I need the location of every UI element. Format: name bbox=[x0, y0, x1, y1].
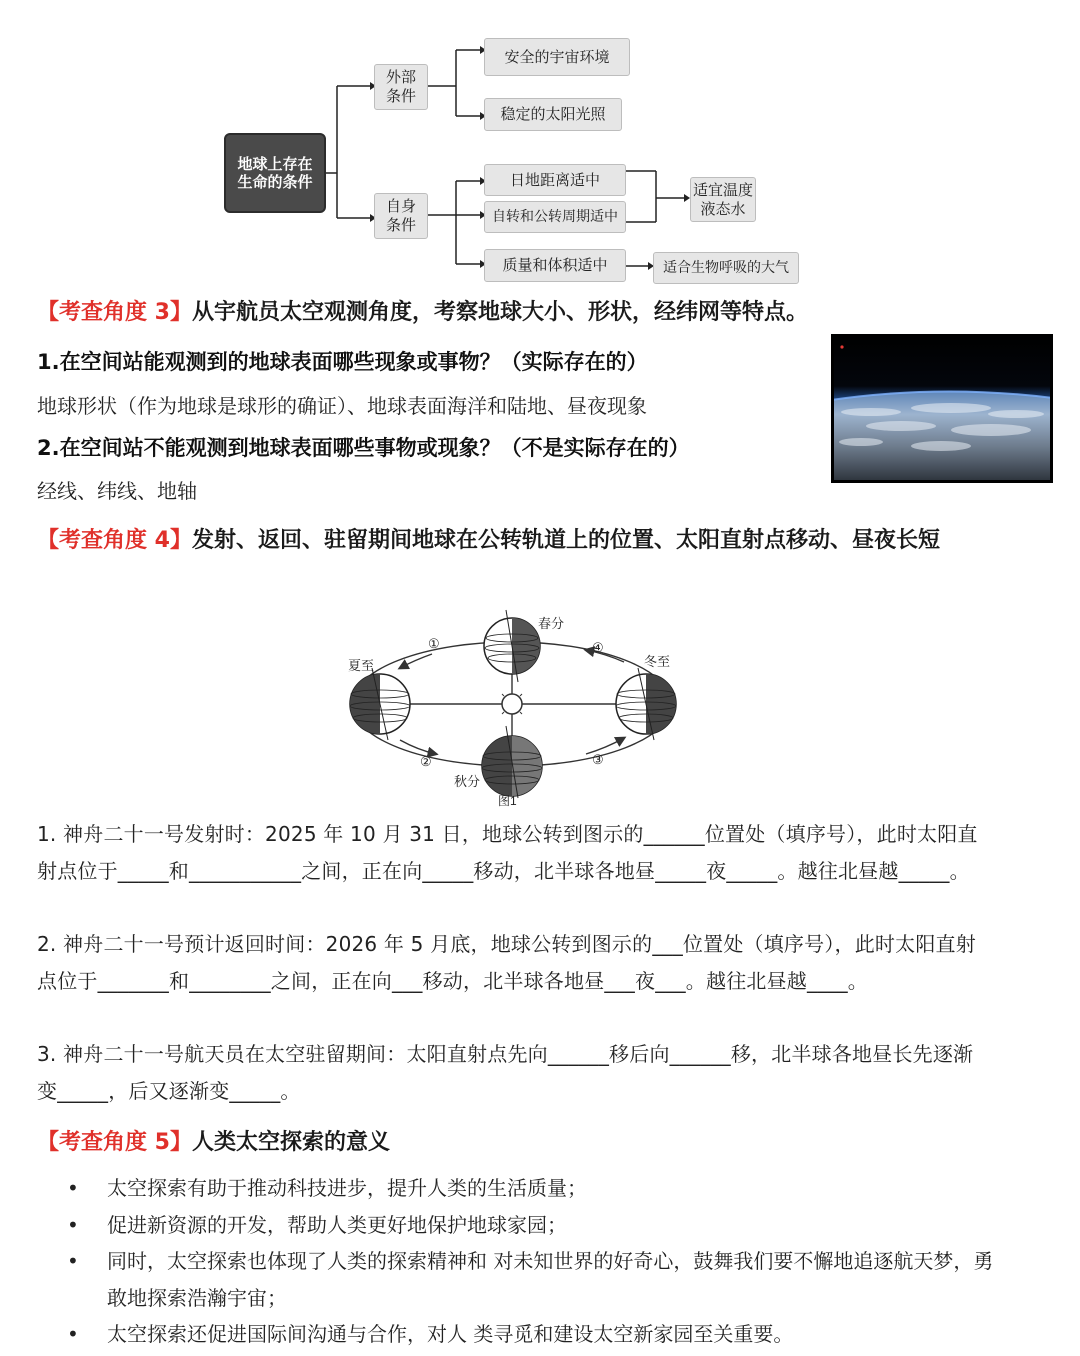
angle3-answer-2: 经线、纬线、地轴 bbox=[37, 479, 197, 503]
angle4-heading bbox=[37, 515, 997, 566]
label-spring: 春分 bbox=[538, 616, 565, 631]
label-n2: ② bbox=[420, 754, 432, 769]
list-item: • 太空探索还促进国际间沟通与合作，对人 类寻觅和建设太空新家园至关重要。 bbox=[37, 1316, 997, 1353]
mindmap-external-conditions: 外部条件 bbox=[374, 64, 428, 110]
figure-caption: 图1 bbox=[498, 794, 517, 808]
mindmap-ext-item-1: 安全的宇宙环境 bbox=[484, 38, 630, 76]
sun-icon bbox=[497, 689, 527, 719]
question-1: 1. 神舟二十一号发射时：2025 年 10 月 31 日，地球公转到图示的______位置处（填序号），此时太阳直射点位于_____和___________之间，正在向_____移动，北半球各地昼_____夜_____。越往北昼越_____。 bbox=[37, 822, 978, 883]
angle5-title: 人类太空探索的意义 bbox=[191, 1130, 390, 1155]
earth-orbit-diagram bbox=[340, 608, 690, 813]
label-autumn: 秋分 bbox=[454, 774, 481, 789]
question-3: 3. 神舟二十一号航天员在太空驻留期间：太阳直射点先向______移后向______移，北半球各地昼长先逐渐变_____，后又逐渐变_____。 bbox=[37, 1042, 974, 1103]
motion-arrow-1 bbox=[400, 654, 432, 668]
mindmap-result-atmosphere: 适合生物呼吸的大气 bbox=[653, 252, 799, 284]
angle3-title: 从宇航员太空观测角度，考察地球大小、形状，经纬网等特点。 bbox=[191, 300, 808, 325]
list-item: • 同时，太空探索也体现了人类的探索精神和 对未知世界的好奇心，鼓舞我们要不懈地追逐航天梦，勇敢地探索浩瀚宇宙； bbox=[37, 1243, 997, 1316]
globe-spring-equinox bbox=[484, 610, 540, 682]
earth-from-space-photo bbox=[831, 334, 1053, 483]
mindmap-ext-item-2: 稳定的太阳光照 bbox=[484, 98, 622, 131]
globe-summer-solstice bbox=[350, 668, 410, 740]
mindmap-root: 地球上存在生命的条件 bbox=[224, 133, 326, 213]
label-n1: ① bbox=[428, 636, 440, 651]
angle3-answer-1: 地球形状（作为地球是球形的确证）、地球表面海洋和陆地、昼夜现象 bbox=[37, 394, 647, 418]
angle3-question-2: 2.在空间站不能观测到地球表面哪些事物或现象？（不是实际存在的） bbox=[37, 436, 690, 460]
label-summer: 夏至 bbox=[348, 658, 375, 673]
label-winter: 冬至 bbox=[644, 654, 671, 669]
mindmap-int-item-2: 自转和公转周期适中 bbox=[484, 201, 626, 233]
angle3-question-1: 1.在空间站能观测到的地球表面哪些现象或事物？（实际存在的） bbox=[37, 350, 648, 374]
label-n3: ③ bbox=[592, 752, 604, 767]
label-n4: ④ bbox=[592, 640, 604, 655]
mindmap-internal-conditions: 自身条件 bbox=[374, 193, 428, 239]
globe-winter-solstice bbox=[616, 668, 676, 740]
mindmap-int-item-3: 质量和体积适中 bbox=[484, 249, 626, 282]
list-item: • 促进新资源的开发，帮助人类更好地保护地球家园； bbox=[37, 1207, 997, 1244]
angle4-tag: 【考查角度 4】 bbox=[37, 528, 192, 553]
angle5-tag: 【考查角度 5】 bbox=[37, 1130, 192, 1155]
angle3-tag: 【考查角度 3】 bbox=[37, 300, 192, 325]
question-2: 2. 神舟二十一号预计返回时间：2026 年 5 月底，地球公转到图示的___位置处（填序号），此时太阳直射点位于_______和________之间，正在向___移动，北半球各地昼___夜___。越往北昼越____。 bbox=[37, 932, 976, 993]
globe-autumn-equinox bbox=[482, 726, 542, 798]
angle4-title: 发射、返回、驻留期间地球在公转轨道上的位置、太阳直射点移动、昼夜长短 bbox=[191, 528, 940, 553]
angle5-heading bbox=[37, 1128, 390, 1158]
list-item: • 太空探索有助于推动科技进步，提升人类的生活质量； bbox=[37, 1170, 997, 1207]
mindmap-result-temperature-water: 适宜温度液态水 bbox=[690, 177, 756, 222]
angle3-heading bbox=[37, 298, 808, 328]
significance-list bbox=[37, 1170, 997, 1353]
motion-arrow-2 bbox=[400, 740, 436, 754]
mindmap-int-item-1: 日地距离适中 bbox=[484, 164, 626, 196]
